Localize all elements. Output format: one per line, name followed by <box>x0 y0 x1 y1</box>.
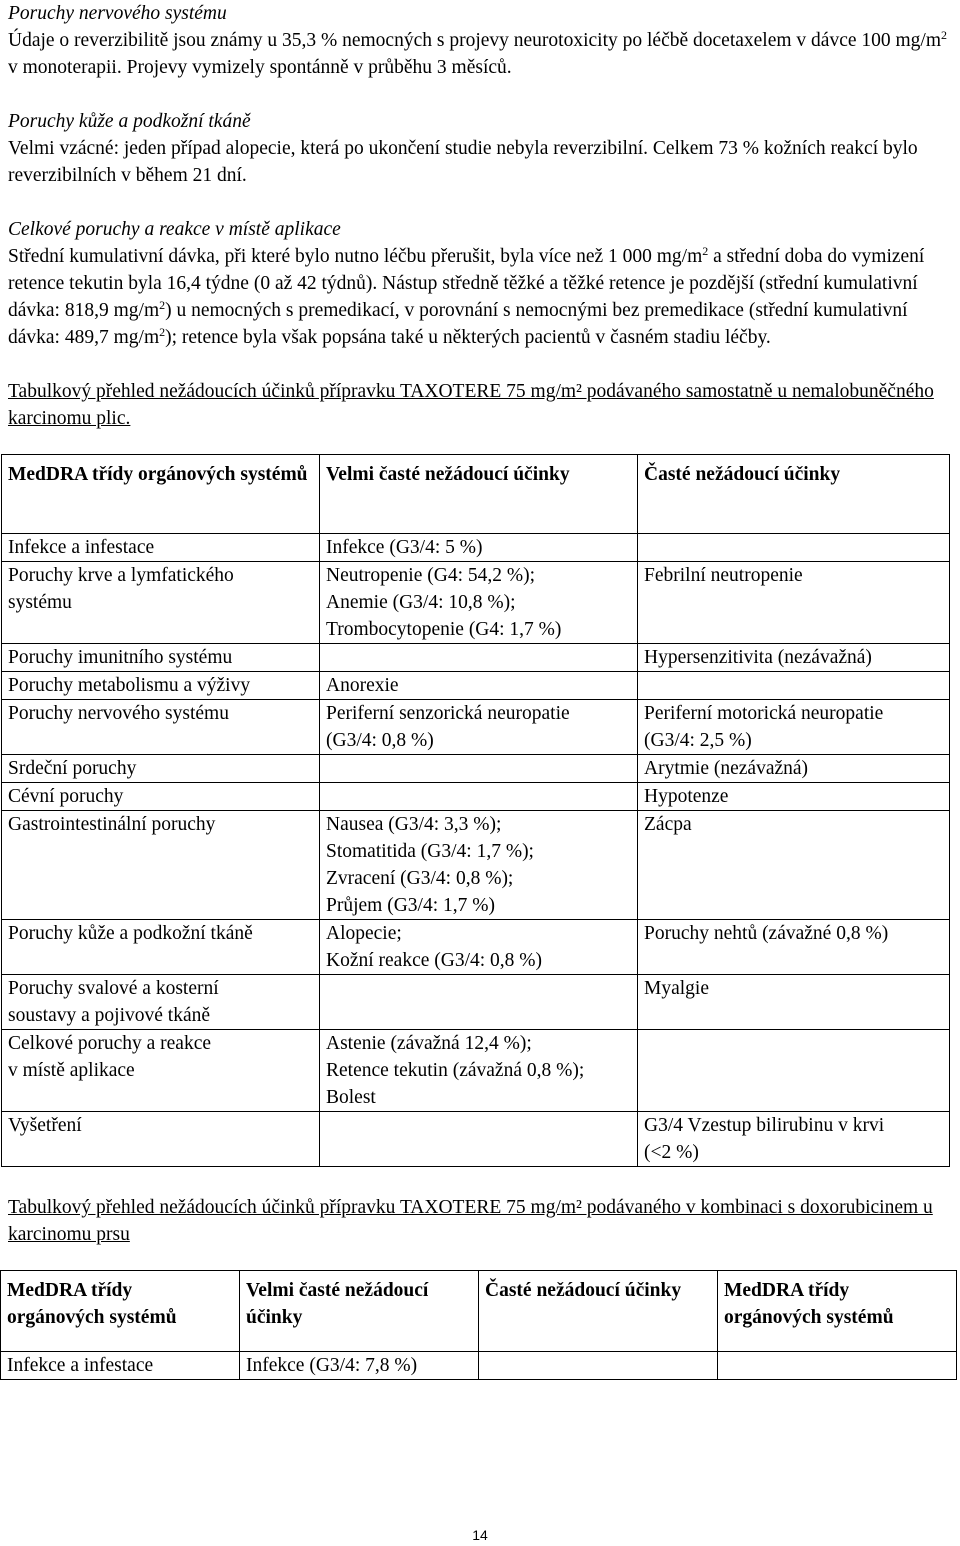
table2-caption: Tabulkový přehled nežádoucích účinků přípravku TAXOTERE 75 mg/m² podávaného v kombinaci s doxorubicinem u karcinomu prsu <box>8 1197 933 1245</box>
table-cell-c3 <box>638 920 950 975</box>
table1-header-soc: MedDRA třídy orgánových systémů <box>2 455 320 534</box>
table1-header-common: Časté nežádoucí účinky <box>638 455 950 534</box>
table-cell-c2 <box>320 700 638 755</box>
table-cell-c4 <box>718 1352 957 1380</box>
section-title-skin: Poruchy kůže a podkožní tkáně <box>8 111 251 132</box>
table-cell-c3 <box>638 644 950 672</box>
section-title-neuro: Poruchy nervového systému <box>8 3 227 24</box>
table-cell-c1 <box>2 1030 320 1112</box>
cell-line: Alopecie; <box>326 923 402 944</box>
table-cell-c1 <box>2 644 320 672</box>
cell-line: (G3/4: 0,8 %) <box>326 730 434 751</box>
table-row <box>2 700 950 755</box>
cell-line: systému <box>8 592 72 613</box>
cell-line: Periferní motorická neuropatie <box>644 703 884 724</box>
table-row <box>2 920 950 975</box>
table2-header-very-common: Velmi časté nežádoucí účinky <box>240 1271 479 1352</box>
table-cell-c1 <box>2 783 320 811</box>
cell-line: Myalgie <box>644 978 709 999</box>
table-cell-c3 <box>638 755 950 783</box>
section-text-skin: Velmi vzácné: jeden případ alopecie, která po ukončení studie nebyla reverzibilní. Celkem 73 % kožních reakcí bylo reverzibilních v během 21 dní. <box>8 138 918 186</box>
section-neuro <box>8 0 956 81</box>
cell-line: Stomatitida (G3/4: 1,7 %); <box>326 841 534 862</box>
table-cell-c3 <box>638 811 950 920</box>
section-general <box>8 216 956 351</box>
cell-line: Průjem (G3/4: 1,7 %) <box>326 895 495 916</box>
table-cell-c2 <box>320 672 638 700</box>
table-row <box>2 783 950 811</box>
table-cell-c3 <box>479 1352 718 1380</box>
cell-line: Astenie (závažná 12,4 %); <box>326 1033 532 1054</box>
table-cell-c1 <box>2 975 320 1030</box>
cell-line: Hypotenze <box>644 786 729 807</box>
cell-line: Vyšetření <box>8 1115 82 1136</box>
cell-line: Anorexie <box>326 675 399 696</box>
table2-header-soc: MedDRA třídy orgánových systémů <box>1 1271 240 1352</box>
table-cell-c2 <box>320 1030 638 1112</box>
table-cell-c3 <box>638 672 950 700</box>
table-cell-c1 <box>2 534 320 562</box>
table-row <box>2 562 950 644</box>
table-cell-c2 <box>320 1112 638 1167</box>
cell-line: Celkové poruchy a reakce <box>8 1033 212 1054</box>
cell-line: Poruchy kůže a podkožní tkáně <box>8 923 253 944</box>
table-cell-c1 <box>2 1112 320 1167</box>
table-row <box>2 672 950 700</box>
cell-line: (G3/4: 2,5 %) <box>644 730 752 751</box>
table-cell-c3 <box>638 975 950 1030</box>
table-cell-c2 <box>320 562 638 644</box>
cell-line: Poruchy nehtů (závažné 0,8 %) <box>644 923 889 944</box>
cell-line: Gastrointestinální poruchy <box>8 814 216 835</box>
table-cell-c3 <box>638 1112 950 1167</box>
cell-line: Zácpa <box>644 814 692 835</box>
table-cell-c2 <box>320 755 638 783</box>
table-cell-c3 <box>638 700 950 755</box>
cell-line: Srdeční poruchy <box>8 758 137 779</box>
table-cell-c2 <box>240 1352 479 1380</box>
document-page <box>8 0 956 1380</box>
cell-line: Neutropenie (G4: 54,2 %); <box>326 565 536 586</box>
cell-line: Poruchy krve a lymfatického <box>8 565 234 586</box>
adverse-effects-table-breast <box>0 1270 957 1380</box>
cell-line: Arytmie (nezávažná) <box>644 758 809 779</box>
table1-header-very-common: Velmi časté nežádoucí účinky <box>320 455 638 534</box>
table-cell-c2 <box>320 534 638 562</box>
table2-header-common: Časté nežádoucí účinky <box>479 1271 718 1352</box>
table-cell-c3 <box>638 562 950 644</box>
table-cell-c1 <box>2 672 320 700</box>
cell-line: G3/4 Vzestup bilirubinu v krvi <box>644 1115 885 1136</box>
cell-line: Poruchy metabolismu a výživy <box>8 675 251 696</box>
table-cell-c3 <box>638 534 950 562</box>
section-text-general: Střední kumulativní dávka, při které bylo nutno léčbu přerušit, byla více než 1 000 $mg/m^2$ a střední doba do vymizení retence tekutin byla 16,4 týdne (0 až 42 týdnů). Nástup středně těžké a těžké retence je pozdější (střední kumulativní dávka: 818,9 $mg/m^2$) u nemocných s premedikací, v porovnání s nemocnými bez premedikace (střední kumulativní dávka: 489,7 $mg/m^2$); retence byla však popsána také u některých pacientů v časném stadiu léčby. <box>8 244 925 348</box>
table-cell-c2 <box>320 975 638 1030</box>
cell-line: Febrilní neutropenie <box>644 565 803 586</box>
table-cell-c2 <box>320 783 638 811</box>
table-row <box>1 1352 957 1380</box>
section-skin <box>8 108 956 189</box>
table-cell-c1 <box>1 1352 240 1380</box>
adverse-effects-table-lung <box>1 454 950 1167</box>
cell-line: soustavy a pojivové tkáně <box>8 1005 210 1026</box>
page-number: 14 <box>472 1527 488 1543</box>
table-row <box>2 975 950 1030</box>
section-title-general: Celkové poruchy a reakce v místě aplikace <box>8 219 341 240</box>
cell-line: Poruchy svalové a kosterní <box>8 978 219 999</box>
table-cell-c1 <box>2 811 320 920</box>
cell-line: Trombocytopenie (G4: 1,7 %) <box>326 619 562 640</box>
cell-line: Infekce (G3/4: 5 %) <box>326 537 483 558</box>
table-cell-c2 <box>320 811 638 920</box>
table-cell-c2 <box>320 920 638 975</box>
cell-line: Poruchy nervového systému <box>8 703 229 724</box>
table1-caption: Tabulkový přehled nežádoucích účinků přípravku TAXOTERE 75 mg/m² podávaného samostatně u nemalobuněčného karcinomu plic. <box>8 381 934 429</box>
table-row <box>2 1112 950 1167</box>
table-cell-c1 <box>2 700 320 755</box>
table1-header-row <box>2 455 950 534</box>
section-text-neuro: Údaje o reverzibilitě jsou známy u 35,3 % nemocných s projevy neurotoxicity po léčbě docetaxelem v dávce 100 $mg/m^2$ v monoterapii. Projevy vymizely spontánně v průběhu 3 měsíců. <box>8 28 948 78</box>
cell-line: Bolest <box>326 1087 376 1108</box>
cell-line: Periferní senzorická neuropatie <box>326 703 570 724</box>
cell-line: Poruchy imunitního systému <box>8 647 233 668</box>
table-row <box>2 811 950 920</box>
cell-line: Retence tekutin (závažná 0,8 %); <box>326 1060 585 1081</box>
table2-header-soc-2: MedDRA třídy orgánových systémů <box>718 1271 957 1352</box>
table-cell-c3 <box>638 783 950 811</box>
cell-line: Hypersenzitivita (nezávažná) <box>644 647 872 668</box>
cell-line: Anemie (G3/4: 10,8 %); <box>326 592 516 613</box>
table-row <box>2 755 950 783</box>
cell-line: Infekce (G3/4: 7,8 %) <box>246 1355 418 1376</box>
cell-line: (<2 %) <box>644 1142 699 1163</box>
table-row <box>2 1030 950 1112</box>
cell-line: Nausea (G3/4: 3,3 %); <box>326 814 502 835</box>
table-cell-c3 <box>638 1030 950 1112</box>
table2-header-row <box>1 1271 957 1352</box>
table-cell-c1 <box>2 562 320 644</box>
table-row <box>2 644 950 672</box>
table-cell-c1 <box>2 920 320 975</box>
cell-line: v místě aplikace <box>8 1060 135 1081</box>
cell-line: Kožní reakce (G3/4: 0,8 %) <box>326 950 543 971</box>
table-row <box>2 534 950 562</box>
cell-line: Infekce a infestace <box>8 537 155 558</box>
cell-line: Cévní poruchy <box>8 786 124 807</box>
table-cell-c2 <box>320 644 638 672</box>
cell-line: Zvracení (G3/4: 0,8 %); <box>326 868 514 889</box>
table-cell-c1 <box>2 755 320 783</box>
cell-line: Infekce a infestace <box>7 1355 154 1376</box>
